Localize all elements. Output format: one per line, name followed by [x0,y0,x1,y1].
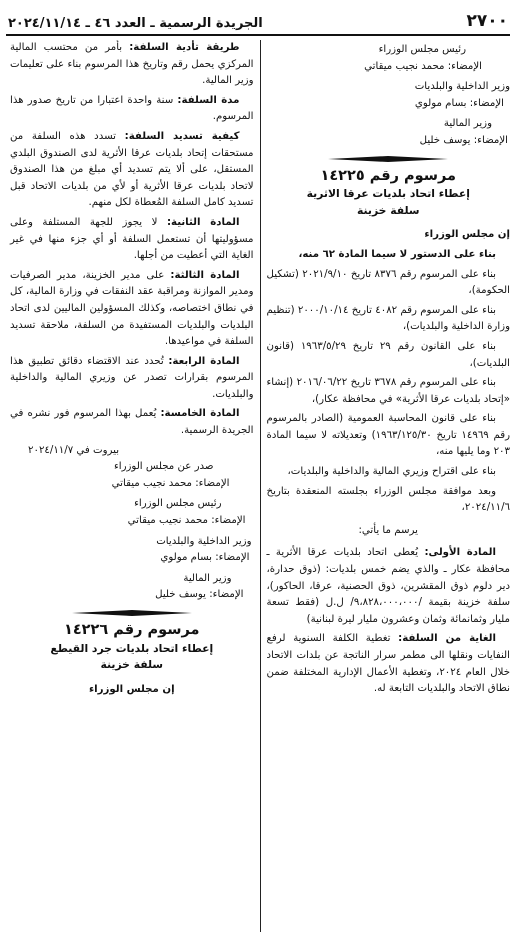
sig-role-finance: وزير المالية [183,572,232,584]
council-heading: إن مجلس الوزراء [424,229,510,241]
basis-3: بناء على القانون رقم ٢٩ تاريخ ١٩٦٣/٥/٢٩ (قانون البلديات)، [266,340,510,369]
article-2-body: لا يجوز للجهة المستلفة وعلى مسؤوليتها أن تستعمل السلفة أو أي جزء منها في غير الغاية التي أعطيت من أجلها. [10,216,254,262]
left-column [6,40,260,932]
article-5-body: يُعمل بهذا المرسوم فور نشره في الجريدة الرسمية. [10,408,254,437]
article-3-body: على مدير الخزينة، مدير الصرفيات ومدير الموازنة ومراقبة عقد النفقات في وزارة المالية، كل في نطاق اختصاصه، وكذلك المسؤولين الماليين لدى اتحاد البلديات والبلديات المستفيدة من السلفة، ملاحقة تسديد السلفة في مواعيدها. [10,269,254,348]
basis-5: بناء على قانون المحاسبة العمومية (الصادر بالمرسوم رقم ١٤٩٦٩ تاريخ ١٩٦٣/١٢٥/٣٠) وتعديلاته لا سيما المادة ٢٠٣ وما يليها منه، [266,413,510,458]
decree-subject-b: إعطاء اتحاد بلديات جرد القيطع [50,641,214,655]
issue-line: الجريدة الرسمية ـ العدد ٤٦ ـ ٢٠٢٤/١١/١٤ [8,16,263,31]
sig-role-pm: رئيس مجلس الوزراء [134,498,222,510]
purpose-body: تغطية الكلفة السنوية لرفع النفايات ونقلها الى مطمر سرار الناتجة عن بلدات الاتحاد خلال العام ٢٠٢٤، وتغطية الأعمال الإدارية المختلفة ضمن نطاق الاتحاد والبلديات التابعة له. [266,633,510,695]
basis-4: بناء على المرسوم رقم ٣٦٧٨ تاريخ ٢٠١٦/٠٦/٢٢ (إنشاء «إتحاد بلديات عرقا الأثرية» في محافظة عكار)، [266,377,510,405]
term-body: سنة واحدة اعتبارا من تاريخ صدور هذا المرسوم. [10,94,254,123]
method-heading: طريقة تأدية السلفة: [129,42,240,53]
sig-role: وزير المالية [443,118,492,130]
article-5-heading: المادة الخامسة: [160,408,240,420]
page-number: ٢٧٠٠ [466,11,508,31]
signature-finance [267,116,511,149]
place-date: بيروت في ٢٠٢٤/١١/٧ [28,444,120,456]
sig-role-interior: وزير الداخلية والبلديات [156,535,252,547]
page-header [6,0,510,36]
term-heading: مدة السلفة: [177,94,240,106]
basis-0: بناء على الدستور لا سيما المادة ٦٢ منه، [298,248,496,260]
article-4-body: تُحدد عند الاقتضاء دقائق تطبيق هذا المرسوم بقرارات تصدر عن وزيري المالية والداخلية والبلديات. [10,355,254,400]
basis-1: بناء على المرسوم رقم ٨٣٧٦ تاريخ ٢٠٢١/٩/١٠ (تشكيل الحكومة)، [266,268,510,297]
basis-7: وبعد موافقة مجلس الوزراء بجلسته المنعقدة بتاريخ ٢٠٢٤/١١/٦، [266,485,510,514]
issued-by: صدر عن مجلس الوزراء [113,461,214,473]
two-column-body [6,40,510,932]
article-1 [267,545,511,628]
method [10,40,254,90]
sig-role: وزير الداخلية والبلديات [414,81,510,93]
decree-subject-b2: سلفة خزينة [100,658,164,672]
council-heading-2: إن مجلس الوزراء [88,683,175,695]
ornament-divider [328,156,448,162]
article-2 [10,215,254,265]
signature-interior [267,79,511,112]
decree-title-2: مرسوم رقم ١٤٢٢٦ [63,622,200,638]
right-column [260,40,511,932]
repayment [10,129,254,212]
sig-name-pm-1: الإمضاء: محمد نجيب ميقاتي [111,477,230,489]
method-body: بأمر من محتسب المالية المركزي يحمل رقم وتاريخ هذا المرسوم بناء على تعليمات وزير المالية. [10,42,254,87]
decree-subject-2: سلفة خزينة [356,203,420,217]
basis-2: بناء على المرسوم رقم ٤٠٨٢ تاريخ ٢٠٠٠/١٠/١٤ (تنظيم وزارة الداخلية والبلديات)، [266,304,510,333]
sig-name: الإمضاء: يوسف خليل [419,134,508,146]
sig-name-pm-2: الإمضاء: محمد نجيب ميقاتي [127,515,246,527]
decree-title: مرسوم رقم ١٤٢٢٥ [320,167,457,184]
sig-name: الإمضاء: بسام مولوي [414,97,504,109]
sig-role: رئيس مجلس الوزراء [378,44,466,55]
article-3 [10,268,254,351]
repayment-heading: كيفية تسديد السلفة: [124,130,240,142]
signature-pm [267,42,511,75]
article-1-heading: المادة الأولى: [424,547,496,559]
sig-name: الإمضاء: محمد نجيب ميقاتي [364,60,482,72]
article-2-heading: المادة الثانية: [166,216,240,228]
sig-name-interior: الإمضاء: بسام مولوي [160,552,250,564]
article-3-heading: المادة الثالثة: [170,269,240,281]
repayment-body: تسدد هذه السلفة من مستحقات إتحاد بلديات عرقا الأثرية لدى الصندوق البلدي المستقل، على ألا يتم تسديد أي مبلغ من هذا الصندوق لاتحاد بلديات عرقا الأثرية أو لأي من بلديات الاتحاد قبل تسديد كامل السلفة المُعطاة لكل منهم. [10,130,254,209]
article-5 [10,406,254,439]
purpose-heading: الغاية من السلفة: [398,633,496,645]
sig-name-finance: الإمضاء: يوسف خليل [155,589,244,601]
article-4 [10,354,254,404]
article-4-heading: المادة الرابعة: [168,355,240,367]
term [10,93,254,126]
article-1-body: يُعطى اتحاد بلديات عرقا الأثرية ـ محافظة عكار ـ والذي يضم خمس بلديات: (ذوق حدارة، دير دلوم ذوق المقشرين، ذوق الحصنية، عرقا، الحاكور)، سلفة خزينة بقيمة /٩،٨٢٨،٠٠٠،٠٠٠/ ل.ل (فقط تسعة مليار وثمانمائة وثمان وعشرون مليار ليرة لبنانية) [266,547,510,625]
ornament-divider [72,610,192,616]
purpose [267,631,511,697]
decrees-line: يرسم ما يأتي: [358,524,418,536]
decree-subject: إعطاء اتحاد بلديات عرقا الاثرية [306,187,470,201]
basis-6: بناء على اقتراح وزيري المالية والداخلية والبلديات، [287,466,496,478]
